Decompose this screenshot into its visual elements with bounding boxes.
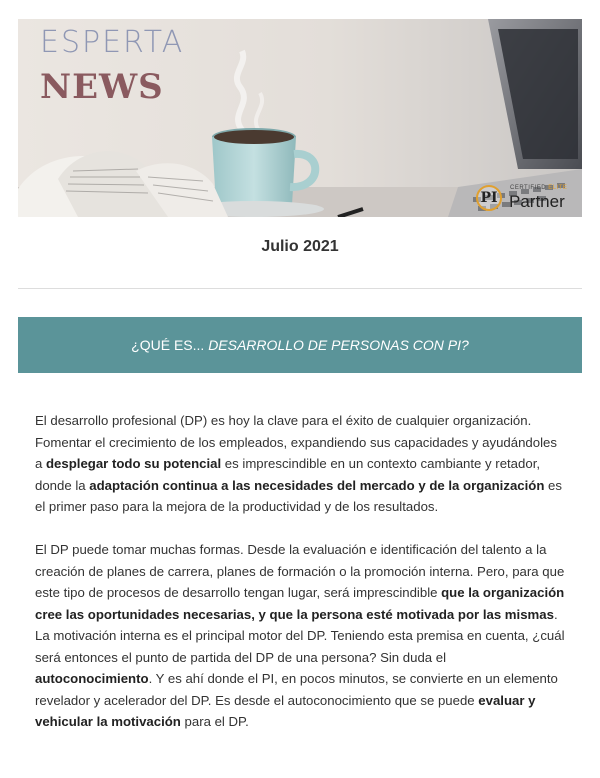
badge-elite: ELITE [548,185,568,191]
paragraph-1-text-b: es imprescindible en un contexto cambiante y retador, donde la [35,456,541,493]
paragraph-1-bold-a: desplegar todo su potencial [46,456,222,471]
paragraph-2-text-d: para el DP. [180,714,249,729]
paragraph-2-bold-c: evaluar y vehicular la motivación [35,692,536,729]
paragraph-2-bold-a: que la organización cree las oportunidades necesarias, y que la persona esté motivada por las mismas [35,585,565,622]
issue-date: Julio 2021 [261,238,339,255]
brand-news: NEWS [40,67,164,107]
header-banner-image [18,19,582,217]
section-title-emphasis: DESARROLLO DE PERSONAS CON PI? [208,337,469,353]
paragraph-2-text-a: El DP puede tomar muchas formas. Desde la evaluación e identificación del talento a la creación de planes de carrera, planes de formación o la promoción interna. Pero, para que este tipo de procesos de desarrollo tengan lugar, será imprescindible [35,542,565,600]
paragraph-2-bold-b: autoconocimiento [35,671,149,686]
pi-logo-icon: PI [476,185,502,211]
paragraph-1-text-a: El desarrollo profesional (DP) es hoy la clave para el éxito de cualquier organización. Fomentar el crecimiento de los empleados, expandiendo sus capacidades y ayudándoles a [35,413,557,471]
section-title-prefix: ¿QUÉ ES... [131,337,209,353]
paragraph-1-text-c: es el primer paso para la mejora de la productividad y de los resultados. [35,477,562,514]
badge-certified: CERTIFIED [510,185,547,191]
section-title-banner [18,317,582,373]
brand-esperta: ESPERTA [40,25,185,60]
divider [18,288,582,289]
paragraph-2-text-c: . Y es ahí donde el PI, en pocos minutos, se convierte en un elemento revelador y acelerador del DP. Es desde el autoconocimiento que se puede [35,671,558,708]
badge-partner-text: Partner [509,192,565,211]
paragraph-1-bold-b: adaptación continua a las necesidades del mercado y de la organización [89,477,545,493]
badge-certified-text [510,185,567,191]
paragraph-2 [35,539,565,733]
article-body [35,410,565,754]
paragraph-2-text-b: . La motivación interna es el principal motor del DP. Teniendo esta premisa en cuenta, ¿cuál será entonces el punto de partida del DP de una persona? Sin duda el [35,606,565,665]
paragraph-1 [35,410,565,518]
certified-elite-partner-badge [476,183,578,213]
